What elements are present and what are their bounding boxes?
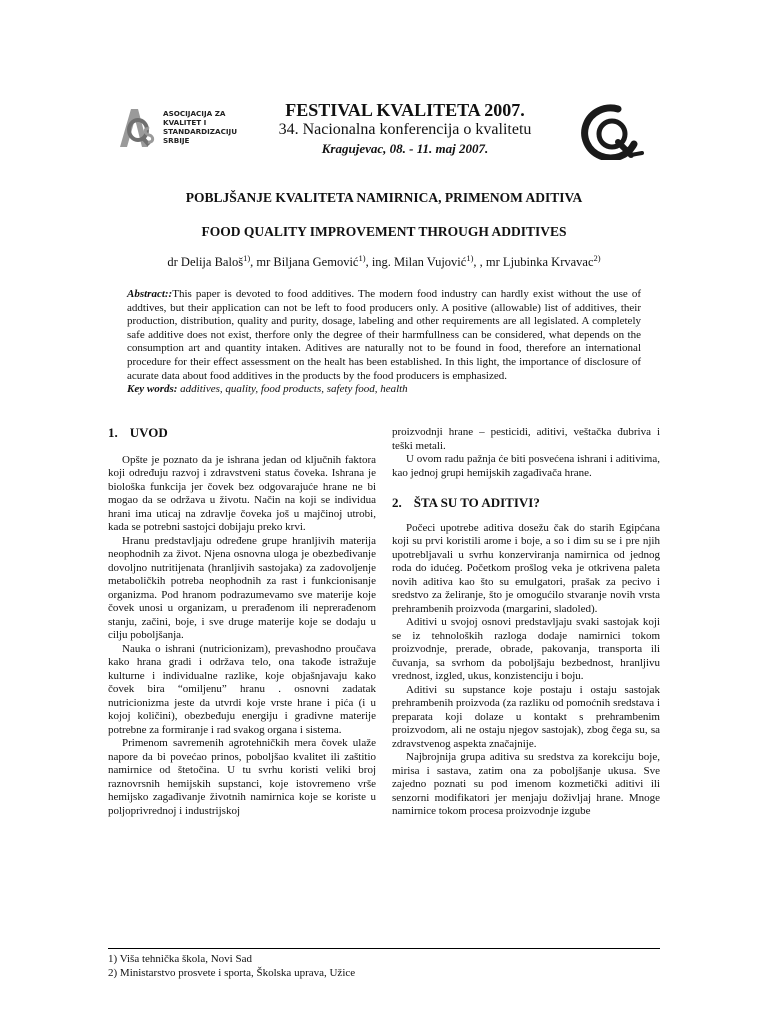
section-heading-sta-su-to-aditivi <box>392 496 660 510</box>
body-paragraph: Aditivi u svojoj osnovi predstavljaju svaki sastojak koji se iz tehnoloških razloga dodaje namirnici tokom proizvodnje, prerade, obrade, pakovanja, transporta ili čuvanja, sa svrhom da poboljšaju bezbednost, hranljivu vrednost, izgled, ukus, konzistenciju i boju. <box>392 616 660 682</box>
author-name: ing. Milan Vujović <box>371 255 467 269</box>
footnote: 1) Viša tehnička škola, Novi Sad <box>108 953 252 965</box>
abstract-text: This paper is devoted to food additives. The modern food industry can hardly exist without the use of addtives, but their application can not be left to food producers only. A positive (allowable) list of additives, their production, distribution, quality and purity, dosage, labeling and other requirements are all legislated. A completely safe additive does not exist, therfore only the degree of their harmfullness can be considered, what depends on the consumption art and quantity intaken. Aditives are naturally not to be found in food, therefore an international procedure for their effect assessment on the healt has been established. In this light, the importance of disclosure of acurate data about food additives in the products by the food producers is emphasized. <box>127 288 641 382</box>
section-title: ŠTA SU TO ADITIVI? <box>413 495 540 510</box>
section-heading-uvod <box>108 426 376 440</box>
author-name: dr Delija Baloš <box>167 255 244 269</box>
author-list <box>0 252 768 270</box>
footnote-divider <box>108 948 660 949</box>
affiliation-marker: 1) <box>358 252 366 263</box>
section-number: 2. <box>392 495 402 510</box>
left-column <box>108 426 376 818</box>
paper-title-serbian: POBLJŠANJE KVALITETA NAMIRNICA, PRIMENOM ADITIVA <box>185 190 583 205</box>
body-paragraph: Počeci upotrebe aditiva dosežu čak do starih Egipćana koji su prvi koristili arome i boje, a so i dim su se i pre njih upotrebljavali u svrhu konzerviranja namirnica od jednog roda do idućeg. Početkom prošlog veka je otkrivena paleta novih aditiva kao što su emulgatori, prašak za pecivo i sredstvo za želiranje, što je omogućilo stvaranje novih vrsta prehrambenih proizvoda (margarini, sladoled). <box>392 521 660 615</box>
body-paragraph: Najbrojnija grupa aditiva su sredstva za korekciju boje, mirisa i sastava, zatim ona za poboljšanje ukusa. Sve zajedno poznati su pod imenom kozmetički aditivi ili senzorni modifikatori jer menjaju doživljaj hrane. Mnoge namirnice tokom procesa proizvodnje izgube <box>392 751 660 817</box>
author-separator: , <box>250 255 257 269</box>
conference-header <box>0 0 768 170</box>
festival-title: FESTIVAL KVALITETA 2007. <box>285 100 525 120</box>
right-column <box>392 426 660 819</box>
author-separator: , <box>365 255 372 269</box>
body-paragraph: Nauka o ishrani (nutricionizam), prevashodno proučava kako hrana gradi i održava telo, ona takođe istražuje kulturne i individualne razlike, koje objašnjavaju kako čovek bira “omiljenu” hranu . osnovni zadatak nutricionizma jeste da utvrdi koje vrste hrane i pića (i u kojoj količini), obezbeđuju energiju i gradivne materije potrebne za formiranje i rad svakog organa i sistema. <box>108 642 376 736</box>
section-number: 1. <box>108 425 118 440</box>
aqs-logo <box>118 103 156 155</box>
cq-logo <box>578 100 644 160</box>
body-paragraph: Primenom savremenih agrotehničkih mera čovek ulaže napore da bi povećao prinos, poboljšao kvalitet ili zaštitio namirnice od štetočina. U tu svrhu koristi veliki broj raznovrsnih hemijskih supstanci, koje istovremeno vrše hemijsko zagađivanje životnih namirnica koje se koriste u poljoprivrednoj i industrijskoj <box>108 737 376 817</box>
body-paragraph: U ovom radu pažnja će biti posvećena ishrani i aditivima, kao jednoj grupi hemijskih zagađivača hrane. <box>392 453 660 479</box>
abstract-body <box>127 288 641 383</box>
author-name: mr Biljana Gemović <box>256 255 359 269</box>
body-paragraph: Opšte je poznato da je ishrana jedan od ključnih faktora koji određuju razvoj i zdravstveni status čoveka. Ishrana je biološka funkcija jer čovek bez odgovarajuće hrane ne bi mogao da se održava u životu. Način na koji se individua hrani ima uticaj na zdravlje čoveka još u majčinoj utrobi, kada se potrebni sastojci dobijaju preko krvi. <box>108 453 376 533</box>
section-title: UVOD <box>129 425 168 440</box>
keywords-text: additives, quality, food products, safety food, health <box>180 383 408 396</box>
paper-title-english: FOOD QUALITY IMPROVEMENT THROUGH ADDITIVES <box>201 224 567 239</box>
affiliation-marker: 1) <box>466 252 474 263</box>
abstract-label: Abstract:: <box>127 288 173 300</box>
keywords-line <box>127 383 641 397</box>
body-paragraph: Aditivi su supstance koje postaju i ostaju sastojak prehrambenih proizvoda (za razliku od pomoćnih sredstava i preparata koji dolaze u kontakt s prehrambenim proizvodom, ali ne ostaju njegov sastojak), zbog čega su, sa zdravstvenog aspekta značajnije. <box>392 683 660 750</box>
conference-name: 34. Nacionalna konferencija o kvalitetu <box>278 121 532 138</box>
association-name-line: STANDARDIZACIJU <box>163 127 238 136</box>
association-name-line: SRBIJE <box>163 136 190 145</box>
affiliation-marker: 2) <box>593 252 601 263</box>
conference-place-date: Kragujevac, 08. - 11. maj 2007. <box>321 141 489 156</box>
body-paragraph: Hranu predstavljaju određene grupe hranljivih materija neophodnih za život. Njena osnovna uloga je obezbeđivanje dovoljno nutritijenata (hranljivih sastojaka) za zadovoljenje metaboličkih potreba neophodnih za rast i funkcionisanje organizma. Pod hranom podrazumevamo sve materije koje čovek unosi u organizam, u prerađenom ili neprerađenom stanju, začini, boje, i sve druge materije koje se dodaju u cilju poboljšanja. <box>108 534 376 641</box>
association-name-line: KVALITET I <box>163 118 207 127</box>
abstract <box>127 288 641 397</box>
affiliation-marker: 1) <box>243 252 251 263</box>
footnotes <box>108 952 660 980</box>
author-name: mr Ljubinka Krvavac <box>485 255 594 269</box>
body-paragraph: proizvodnji hrane – pesticidi, aditivi, veštačka đubriva i teški metali. <box>392 426 660 452</box>
author-separator: , , <box>473 255 486 269</box>
association-name-line: ASOCIJACIJA ZA <box>163 109 226 118</box>
footnote: 2) Ministarstvo prosvete i sporta, Školska uprava, Užice <box>108 967 356 979</box>
keywords-label: Key words: <box>127 383 178 396</box>
